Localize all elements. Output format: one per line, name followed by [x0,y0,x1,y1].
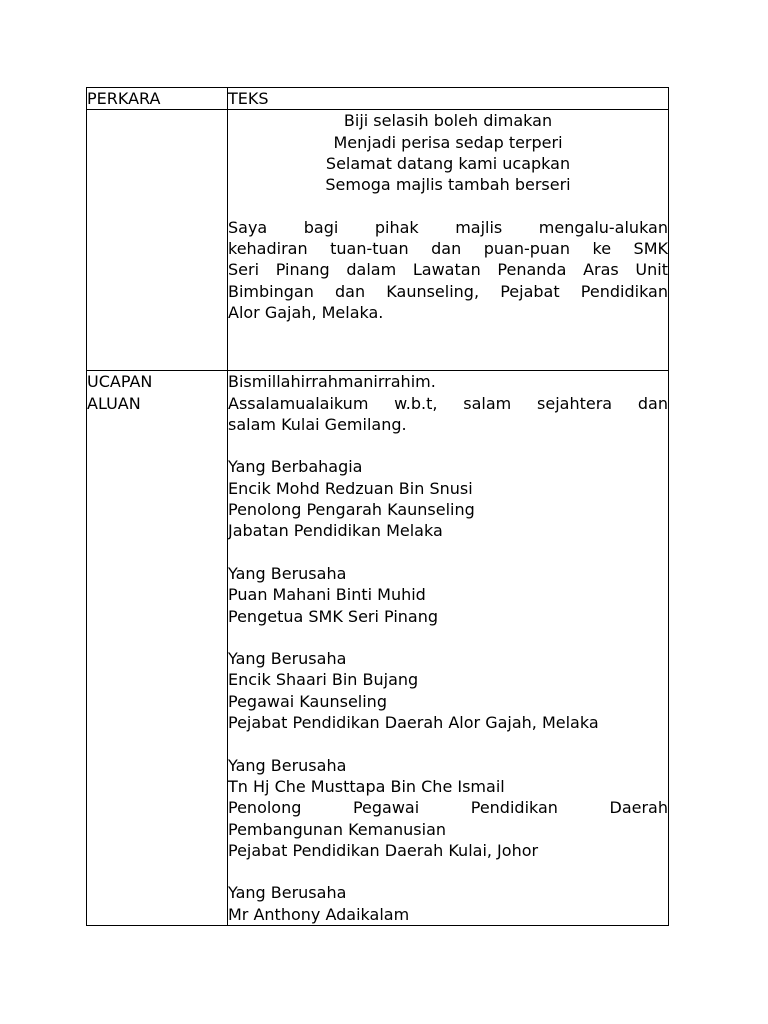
dignitary-name: Mr Anthony Adaikalam [228,904,410,924]
spacer [228,435,668,456]
salam-line: Assalamualaikum w.b.t, salam sejahtera dan [228,393,668,413]
pantun-text-cell [228,110,669,371]
spacer [228,542,668,563]
spacer [228,195,668,216]
ucapan-perkara-cell [87,371,228,926]
dignitary-office: Pejabat Pendidikan Daerah Kulai, Johor [228,840,539,860]
table-row-pantun [87,110,669,371]
dignitary-position: Penolong Pegawai Pendidikan Daerah [228,798,668,818]
spacer [228,733,668,754]
dignitary-office: Jabatan Pendidikan Melaka [228,521,443,541]
dignitary-position: Pegawai Kaunseling [228,691,387,711]
welcome-paragraph-line: Alor Gajah, Melaka. [228,302,384,322]
speech-table [86,87,669,926]
dignitary-honorific: Yang Berusaha [228,563,347,583]
aluan-label: ALUAN [87,393,141,413]
dignitary-name: Tn Hj Che Musttapa Bin Che Ismail [228,776,505,796]
header-teks: TEKS [228,88,669,110]
pantun-line: Semoga majlis tambah berseri [325,175,571,195]
dignitary-honorific: Yang Berbahagia [228,457,363,477]
dignitary-name: Encik Shaari Bin Bujang [228,670,419,690]
opening-line: Bismillahirrahmanirrahim. [228,372,436,392]
table-header-row [87,88,669,110]
ucapan-text-cell [228,371,669,926]
pantun-perkara-cell [87,110,228,371]
welcome-paragraph-line: kehadiran tuan-tuan dan puan-puan ke SMK [228,239,668,259]
dignitary-position: Penolong Pengarah Kaunseling [228,500,475,520]
pantun-line: Menjadi perisa sedap terperi [333,132,563,152]
welcome-paragraph-line: Seri Pinang dalam Lawatan Penanda Aras Unit [228,260,668,280]
dignitary-honorific: Yang Berusaha [228,755,347,775]
spacer [228,627,668,648]
dignitary-name: Encik Mohd Redzuan Bin Snusi [228,478,473,498]
dignitary-position: Pembangunan Kemanusian [228,819,447,839]
welcome-paragraph-line: Bimbingan dan Kaunseling, Pejabat Pendidikan [228,281,668,301]
dignitary-honorific: Yang Berusaha [228,649,347,669]
spacer [228,861,668,882]
pantun-line: Biji selasih boleh dimakan [343,111,553,131]
dignitary-office: Pejabat Pendidikan Daerah Alor Gajah, Melaka [228,713,599,733]
table-row-ucapan [87,371,669,926]
dignitary-name: Puan Mahani Binti Muhid [228,585,426,605]
welcome-paragraph-line: Saya bagi pihak majlis mengalu-alukan [228,217,668,237]
salam-line: salam Kulai Gemilang. [228,414,407,434]
pantun-line: Selamat datang kami ucapkan [325,153,571,173]
ucapan-label: UCAPAN [87,372,153,392]
dignitary-honorific: Yang Berusaha [228,883,347,903]
header-perkara: PERKARA [87,88,228,110]
dignitary-position: Pengetua SMK Seri Pinang [228,606,438,626]
